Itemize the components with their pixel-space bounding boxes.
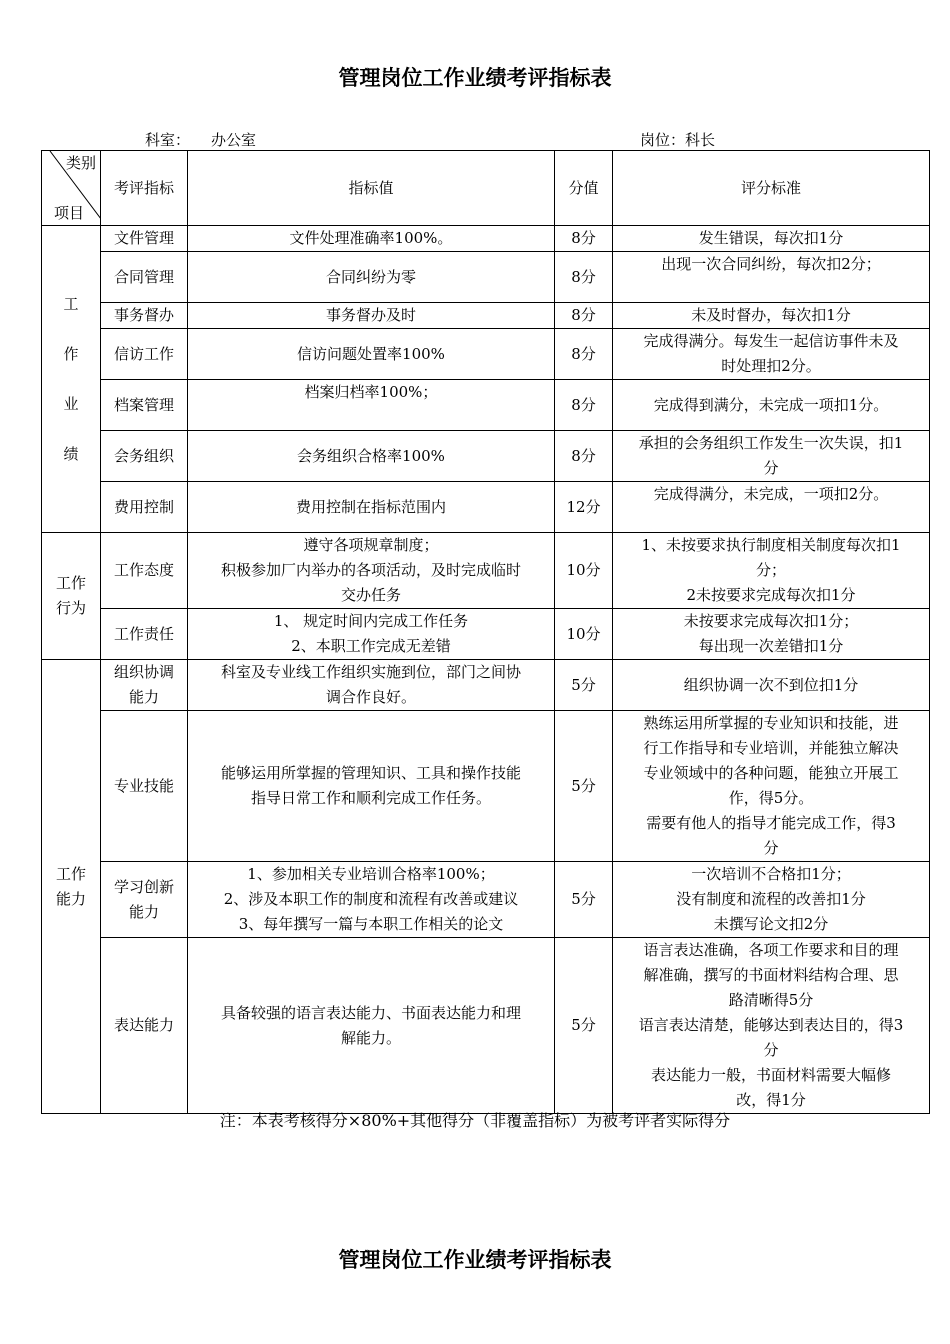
score-cell: 5分 bbox=[555, 938, 613, 1114]
score-cell: 8分 bbox=[555, 431, 613, 482]
cell-line: 工作态度 bbox=[113, 561, 174, 579]
standard-header: 评分标准 bbox=[613, 151, 930, 226]
cell-line: 解准确，撰写的书面材料结构合理、思 bbox=[643, 966, 899, 984]
standard-cell bbox=[613, 431, 930, 482]
indicator-header: 考评指标 bbox=[101, 151, 188, 226]
cell-line: 文件管理 bbox=[113, 229, 174, 247]
score-cell: 5分 bbox=[555, 711, 613, 862]
table-row bbox=[42, 431, 930, 482]
cell-line: 路清晰得5分 bbox=[728, 991, 814, 1009]
cell-line: 能够运用所掌握的管理知识、工具和操作技能 bbox=[220, 764, 521, 782]
cell-line: 分 bbox=[763, 1041, 779, 1059]
cell-line: 1、未按要求执行制度相关制度每次扣1 bbox=[641, 536, 901, 554]
cell-line: 遵守各项规章制度； bbox=[303, 536, 439, 554]
value-cell bbox=[188, 711, 555, 862]
cell-line: 档案管理 bbox=[113, 395, 174, 414]
cell-line: 语言表达准确，各项工作要求和目的理 bbox=[643, 941, 899, 959]
cell-line: 每出现一次差错扣1分 bbox=[698, 637, 844, 655]
value-cell bbox=[188, 226, 555, 252]
cell-line: 解能力。 bbox=[340, 1028, 401, 1047]
standard-cell bbox=[613, 938, 930, 1114]
cell-line: 事务督办 bbox=[113, 306, 174, 324]
dept-label: 科室： bbox=[145, 131, 191, 149]
cell-line: 能力 bbox=[128, 688, 159, 706]
cell-line: 行工作指导和专业培训，并能独立解决 bbox=[643, 739, 899, 757]
cell-line: 未按要求完成每次扣1分； bbox=[683, 612, 859, 630]
dept-value: 办公室 bbox=[211, 131, 257, 149]
cell-line: 表达能力一般，书面材料需要大幅修 bbox=[650, 1066, 891, 1084]
item-header: 项目 bbox=[54, 204, 85, 222]
score-cell: 8分 bbox=[555, 252, 613, 303]
cell-line: 熟练运用所掌握的专业知识和技能，进 bbox=[643, 714, 899, 732]
indicator-cell bbox=[101, 482, 188, 533]
post-label: 岗位：科长 bbox=[640, 131, 716, 149]
standard-cell bbox=[613, 303, 930, 329]
value-cell bbox=[188, 482, 555, 533]
cell-line: 1、参加相关专业培训合格率100%； bbox=[247, 865, 495, 883]
cell-line: 需要有他人的指导才能完成工作，得3 bbox=[646, 814, 896, 832]
cell-line: 未及时督办，每次扣1分 bbox=[691, 306, 851, 324]
category-line: 工作 bbox=[55, 864, 86, 883]
score-cell: 10分 bbox=[555, 533, 613, 609]
indicator-cell bbox=[101, 431, 188, 482]
category-header: 类别 bbox=[65, 154, 96, 172]
cell-line: 能力 bbox=[128, 902, 159, 921]
cell-line: 科室及专业线工作组织实施到位，部门之间协 bbox=[220, 663, 521, 681]
table-row bbox=[42, 660, 930, 711]
value-cell bbox=[188, 303, 555, 329]
value-cell bbox=[188, 533, 555, 609]
cell-line: 时处理扣2分。 bbox=[721, 357, 821, 375]
cell-line: 合同纠纷为零 bbox=[325, 267, 416, 286]
footnote: 注：本表考核得分×80%+其他得分（非覆盖指标）为被考评者实际得分 bbox=[219, 1111, 731, 1130]
cell-line: 一次培训不合格扣1分； bbox=[691, 865, 851, 883]
cell-line: 会务组织合格率100% bbox=[297, 446, 445, 465]
cell-line: 具备较强的语言表达能力、书面表达能力和理 bbox=[220, 1003, 521, 1022]
table-header-row bbox=[42, 151, 930, 226]
cell-line: 完成得满分，未完成，一项扣2分。 bbox=[653, 485, 889, 503]
standard-cell bbox=[613, 226, 930, 252]
table-row bbox=[42, 533, 930, 609]
cell-line: 指导日常工作和顺利完成工作任务。 bbox=[250, 789, 491, 807]
cell-line: 表达能力 bbox=[113, 1016, 174, 1034]
cell-line: 完成得满分。每发生一起信访事件未及 bbox=[643, 332, 899, 350]
cell-line: 作，得5分。 bbox=[728, 789, 814, 807]
indicator-cell bbox=[101, 938, 188, 1114]
value-cell bbox=[188, 660, 555, 711]
category-performance bbox=[42, 226, 101, 533]
next-page-title: 管理岗位工作业绩考评指标表 bbox=[338, 1248, 612, 1272]
evaluation-table bbox=[41, 150, 930, 1114]
standard-cell bbox=[613, 660, 930, 711]
indicator-cell bbox=[101, 660, 188, 711]
cell-line: 2未按要求完成每次扣1分 bbox=[686, 586, 856, 604]
value-cell bbox=[188, 329, 555, 380]
cell-line: 信访问题处置率100% bbox=[297, 344, 445, 363]
table-row bbox=[42, 252, 930, 303]
score-cell: 10分 bbox=[555, 609, 613, 660]
cell-line: 分 bbox=[763, 459, 779, 477]
cell-line: 专业技能 bbox=[113, 776, 174, 795]
table-row bbox=[42, 609, 930, 660]
standard-cell bbox=[613, 711, 930, 862]
cell-line: 2、本职工作完成无差错 bbox=[291, 637, 451, 655]
score-cell: 12分 bbox=[555, 482, 613, 533]
cell-line: 分； bbox=[755, 561, 786, 579]
category-line: 能力 bbox=[55, 889, 86, 908]
cell-line: 费用控制在指标范围内 bbox=[295, 497, 446, 516]
score-cell: 8分 bbox=[555, 226, 613, 252]
cell-line: 分 bbox=[763, 839, 779, 857]
cell-line: 费用控制 bbox=[113, 497, 174, 516]
table-row bbox=[42, 303, 930, 329]
value-cell bbox=[188, 609, 555, 660]
cell-line: 事务督办及时 bbox=[325, 306, 416, 324]
standard-cell bbox=[613, 533, 930, 609]
cell-line: 改，得1分 bbox=[736, 1091, 806, 1109]
indicator-cell bbox=[101, 862, 188, 938]
cell-line: 2、涉及本职工作的制度和流程有改善或建议 bbox=[223, 890, 519, 908]
score-cell: 8分 bbox=[555, 329, 613, 380]
category-char: 绩 bbox=[63, 445, 79, 463]
value-cell bbox=[188, 431, 555, 482]
standard-cell bbox=[613, 862, 930, 938]
indicator-cell bbox=[101, 329, 188, 380]
cell-line: 档案归档率100%； bbox=[304, 383, 438, 401]
score-cell: 8分 bbox=[555, 303, 613, 329]
category-line: 行为 bbox=[55, 599, 86, 617]
indicator-cell bbox=[101, 226, 188, 252]
cell-line: 积极参加厂内举办的各项活动，及时完成临时 bbox=[220, 561, 521, 579]
table-row bbox=[42, 380, 930, 431]
category-char: 作 bbox=[63, 345, 79, 363]
standard-cell bbox=[613, 380, 930, 431]
page-title: 管理岗位工作业绩考评指标表 bbox=[338, 66, 612, 90]
table-row bbox=[42, 862, 930, 938]
cell-line: 调合作良好。 bbox=[325, 688, 416, 706]
cell-line: 承担的会务组织工作发生一次失误，扣1 bbox=[638, 434, 904, 452]
cell-line: 没有制度和流程的改善扣1分 bbox=[676, 890, 866, 908]
cell-line: 完成得到满分，未完成一项扣1分。 bbox=[653, 395, 889, 414]
indicator-cell bbox=[101, 533, 188, 609]
category-line: 工作 bbox=[55, 574, 86, 592]
cell-line: 组织协调 bbox=[113, 663, 174, 681]
cell-line: 出现一次合同纠纷，每次扣2分； bbox=[661, 255, 881, 273]
category-behavior bbox=[42, 533, 101, 660]
category-ability bbox=[42, 660, 101, 1114]
table-row bbox=[42, 329, 930, 380]
score-header: 分值 bbox=[555, 151, 613, 226]
indicator-cell bbox=[101, 609, 188, 660]
table-row bbox=[42, 938, 930, 1114]
cell-line: 专业领域中的各种问题，能独立开展工 bbox=[643, 764, 899, 782]
value-cell bbox=[188, 380, 555, 431]
value-cell bbox=[188, 862, 555, 938]
score-cell: 8分 bbox=[555, 380, 613, 431]
cell-line: 学习创新 bbox=[113, 877, 174, 896]
table-row bbox=[42, 711, 930, 862]
indicator-cell bbox=[101, 252, 188, 303]
category-char: 业 bbox=[63, 395, 79, 413]
standard-cell bbox=[613, 329, 930, 380]
indicator-cell bbox=[101, 711, 188, 862]
standard-cell bbox=[613, 252, 930, 303]
table-row bbox=[42, 482, 930, 533]
score-cell: 5分 bbox=[555, 862, 613, 938]
cell-line: 3、每年撰写一篇与本职工作相关的论文 bbox=[238, 915, 504, 933]
cell-line: 信访工作 bbox=[113, 344, 174, 363]
cell-line: 工作责任 bbox=[113, 624, 174, 643]
standard-cell bbox=[613, 482, 930, 533]
indicator-cell bbox=[101, 380, 188, 431]
cell-line: 发生错误，每次扣1分 bbox=[698, 229, 844, 247]
cell-line: 未撰写论文扣2分 bbox=[713, 915, 829, 933]
indicator-cell bbox=[101, 303, 188, 329]
score-cell: 5分 bbox=[555, 660, 613, 711]
standard-cell bbox=[613, 609, 930, 660]
cell-line: 合同管理 bbox=[113, 267, 174, 286]
cell-line: 交办任务 bbox=[340, 586, 401, 604]
table-row bbox=[42, 226, 930, 252]
cell-line: 会务组织 bbox=[113, 446, 174, 465]
cell-line: 组织协调一次不到位扣1分 bbox=[683, 675, 859, 694]
cell-line: 语言表达清楚，能够达到表达目的，得3 bbox=[638, 1016, 904, 1034]
cell-line: 1、 规定时间内完成工作任务 bbox=[273, 612, 469, 630]
diagonal-header-cell bbox=[42, 151, 101, 226]
value-header: 指标值 bbox=[188, 151, 555, 226]
value-cell bbox=[188, 252, 555, 303]
value-cell bbox=[188, 938, 555, 1114]
cell-line: 文件处理准确率100%。 bbox=[289, 229, 453, 247]
category-char: 工 bbox=[63, 295, 79, 313]
